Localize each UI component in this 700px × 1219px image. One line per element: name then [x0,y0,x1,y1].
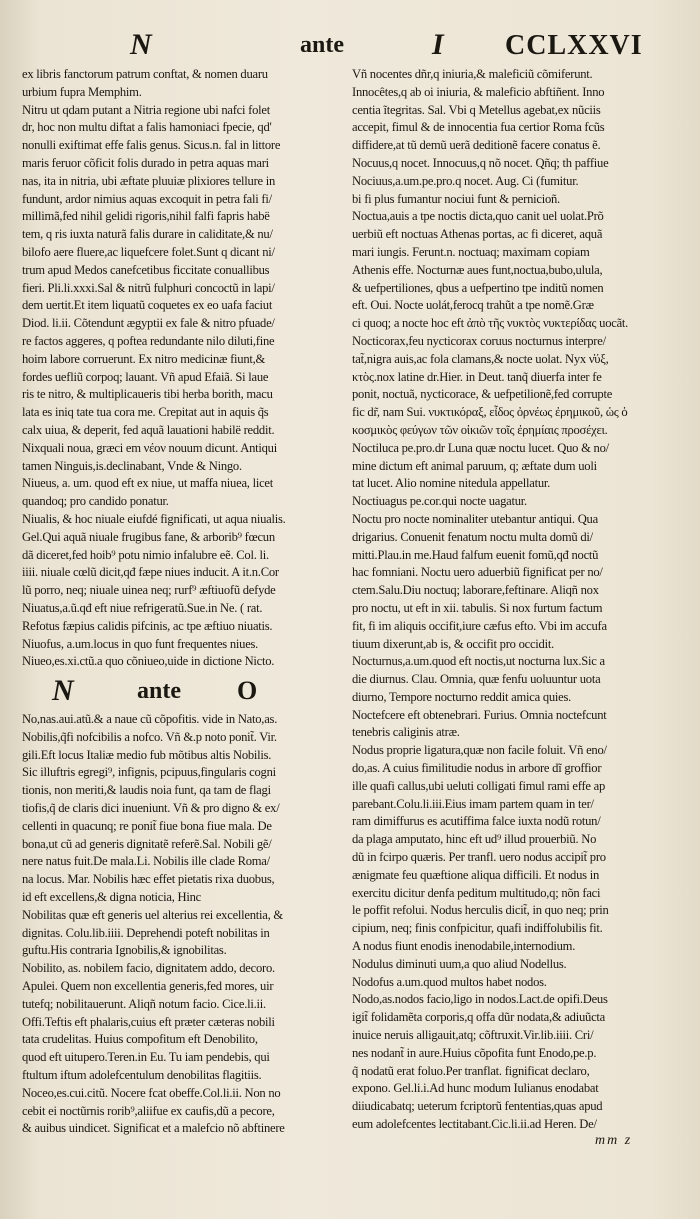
section-heading-left-letter: N [52,674,74,708]
text-line: nes nodant̃ in aure.Huius cõpofita funt Enodo,pe.p. [352,1045,597,1060]
text-line: quandoq; pro candido ponatur. [22,494,169,509]
running-head-left-letter: N [130,28,152,61]
text-line: cellenti in quacunq; re ponit̃ fiue bona fiue mala. De [22,818,272,833]
text-line: q̃ nodatũ erat foluo.Per tranflat. fignificat declaro, [352,1063,590,1078]
text-line: tutefq; nobilitauerunt. Aliqñ notum facio. Cice.li.ii. [22,996,266,1011]
section-heading [22,671,347,711]
text-line: tenebris caliginis atræ. [352,725,460,740]
text-line: tionis, non meriti,& laudis noia funt, qa tam de flagi [22,783,271,798]
text-line: dũ in fcirpo quæris. Per tranfl. uero nodus accipit̃ pro [352,850,606,865]
text-line: le poffit refolui. Nodus herculis dicit̃, in quo neq; prin [352,903,609,918]
signature-mark: mm z [595,1133,633,1148]
text-line: ctem.Salu.Diu noctuq; laborare,feftinare. Aliqñ nox [352,583,599,598]
text-line: guftu.His contraria Ignobilis,& ignobilitas. [22,943,227,958]
text-line: Nobilitas quæ eft generis uel alterius rei excellentia, & [22,907,283,922]
running-head [0,28,700,68]
text-line: igit̃ folidamẽta corporis,q offa dũr nodata,& adiuũcta [352,1010,606,1025]
text-line: ci quoq; a nocte hoc eft ἀπὸ τῆς νυκτὸς νυκτερίδας uocãt. [352,316,629,331]
text-line: fundunt, ardor nimius aquas excoquit in petra fali fi/ [22,191,272,206]
text-line: tem, q ris iuxta naturã falis durare in caliditate,& nu/ [22,227,273,242]
text-line: fieri. Pli.li.xxxi.Sal & nitrũ fulphuri concoctũ in lapi/ [22,280,275,295]
text-line: bona,ut cũ ad generis dignitatẽ referẽ.Sal. Nobili gẽ/ [22,836,272,851]
text-line: gili.Eft locus Italiæ medio fub mõtibus altis Nobilis. [22,747,272,762]
text-line: do,as. A cuius fimilitudie nodus in arbore dĩ groffior [352,761,602,776]
text-line: tamen Ninguis,is.declinabant, Vnde & Ningo. [22,458,242,473]
text-line: ftultum iftum adolefcentulum denobilitas flagitiis. [22,1068,262,1083]
text-line: Noceo,es.cui.citũ. Nocere fcat obeffe.Col.li.ii. Non no [22,1085,281,1100]
running-head-word: ante [300,32,344,58]
text-line: Offi.Teftis eft phalaris,cuius eft præter cæteras nobili [22,1014,275,1029]
section-heading-right-letter: O [237,676,258,706]
text-line: Nixquali noua, græci em νέον nouum dicunt. Antiqui [22,440,277,455]
text-line: Refotus fæpius calidis pifcinis, ac tpe æftiuo niuatis. [22,618,273,633]
text-line: trum apud Medos canefcetibus ficcitate conuallibus [22,262,270,277]
text-line: bilofo aere fluere,ac liquefcere folet.Sunt q dicant ni/ [22,244,275,259]
text-line: Vñ nocentes dñr,q iniuria,& maleficiũ cõmiferunt. [352,67,593,81]
text-line: Noctiuagus pe.cor.qui nocte uagatur. [352,494,527,509]
text-line: Niuatus,a.ũ.qđ eft niue refrigeratũ.Sue.in Ne. ( rat. [22,600,263,615]
text-line: Nociuus,a.um.pe.pro.q nocet. Aug. Ci (fumitur. [352,173,579,188]
text-line: dr, hoc non multu diftat a falis hamoniaci fpecie, qd' [22,120,272,135]
running-head-right-letter: I [432,28,444,61]
text-line: dã diceret,fed hoib⁹ potu nimio infalubre eẽ. Col. li. [22,547,269,562]
text-line: exercitu dicitur denfa peditum multitudo,q; nõn faci [352,885,601,900]
text-line: diffidere,at tũ demũ uerã deditionẽ facere conatus ẽ. [352,138,601,153]
text-line: tiofis,q̃ de claris dici inueniunt. Vñ & pro digno & ex/ [22,801,280,816]
text-line: Noctu pro nocte nominaliter utebantur antiqui. Qua [352,511,598,526]
text-line: ænigmate feu quæftione aliqua difficili. Et nodus in [352,867,599,882]
text-line: ris te nitro, & multiplicaueris tibi herba borith, macu [22,387,273,402]
text-line: tiuum dixerunt,ab is, & occifit pro occidit. [352,636,554,651]
text-line: calx uiua, & deperit, fed aquã lauationi habilë reddit. [22,422,275,437]
text-line: Niualis, & hoc niuale eiufdé fignificati, ut aqua niualis. [22,511,286,526]
text-line: maris feruor cõficit folis durado in petra aquas mari [22,155,269,170]
text-line: pro noctu, ut eft in xii. tabulis. Si nox furtum factum [352,600,603,615]
text-line: tat̃,nigra auis,ac fola clamans,& nocte uolat. Nyx ν̓ύξ, [352,351,609,366]
left-column [22,66,347,1138]
text-line: cebit ei noctũrnis rorib⁹,aliifue ex caufis,dũ a pecore, [22,1103,275,1118]
text-line: Nodofus a.um.quod multos habet nodos. [352,974,547,989]
text-line: eum adolefcentes lectitabant.Cic.li.ii.ad Heren. De/ [352,1117,597,1132]
left-column-entries-top [22,66,347,671]
text-line: hac fomniani. Noctu uero aduerbiũ fignificat per no/ [352,565,603,580]
text-line: eft. Oui. Nocte uolát,ferocq trahũt a tpe nomẽ.Græ [352,298,594,313]
text-line: Apulei. Quem non excellentia generis,fed mores, uir [22,979,274,994]
text-line: da plaga amputato, hinc eft ud⁹ illud prouerbiũ. No [352,832,597,847]
text-line: fit, fi im aliquis occifit,iure cæfus efto. Vbi im accufa [352,618,607,633]
text-line: κοσμικὸς φεύγων τῶν οἰκιῶν τοῖς ἐρημίαις προσέχει. [352,422,608,437]
text-line: tat lucet. Alio nomine nitedula appellatur. [352,476,551,491]
text-line: ille quafi callus,ubi ueluti colligati fimul rami effe ap [352,778,606,793]
text-line: dignitas. Colu.lib.iiii. Deprehendi poteft nobilitas in [22,925,270,940]
text-line: Noctua,auis a tpe noctis dicta,quo canit uel uolat.Prõ [352,209,604,224]
text-line: Nodo,as.nodos facio,ligo in nodos.Lact.de opifi.Deus [352,992,608,1007]
text-line: Nocuus,q nocet. Innocuus,q nõ nocet. Qñq; th paffiue [352,155,609,170]
text-line: mari iungis. Ferunt.n. noctuaq; maximam copiam [352,244,590,259]
text-line: die diurnus. Clau. Omnia, quæ fenfu uoluuntur uota [352,672,601,687]
folio-number: CCLXXVI [505,30,643,61]
text-line: κτὸς.nox latine dr.Hier. in Deut. tanq̃ diuerfa inter fe [352,369,602,384]
text-line: diurno, Tempore nocturno reddit amica quies. [352,689,572,704]
left-column-entries-bottom [22,711,347,1138]
text-line: uerbiũ eft noctuas Athenas portas, ac fi diceret, aquã [352,227,603,242]
text-line: hoim labore corruerunt. Ex nitro medicinæ fiunt,& [22,351,266,366]
right-column [352,66,677,1134]
text-line: tata crudelitas. Huius compofitum eft Denobilito, [22,1032,258,1047]
text-line: mitti.Plau.in me.Haud falfum euenit fomũ,qđ noctũ [352,547,599,562]
text-line: accepit, fimul & de innocentia fua certior Roma fcũs [352,120,605,135]
text-line: nere natus fuit.De mala.Li. Nobilis ille clade Roma/ [22,854,270,869]
text-line: Nitru ut qdam putant a Nitria regione ubi nafci folet [22,102,270,117]
text-line: No,nas.aui.atũ.& a naue cũ cõpofitis. vide in Nato,as. [22,712,278,727]
text-line: Niueus, a. um. quod eft ex niue, ut maffa niuea, licet [22,476,274,491]
text-line: inuice neruis alligauit,atq; cõftruxit.Vir.lib.iiii. Cri/ [352,1028,594,1043]
text-line: iiii. niuale cœlũ dicit,qđ fæpe niues inducit. A it.n.Cor [22,565,279,580]
text-line: lata es iniq tate tua cora me. Crepitat aut in aquis q̃s [22,405,269,420]
text-line: re factos aggeres, q poftea redundante nilo diluti,fine [22,333,275,348]
text-line: id eft excellens,& digna noticia, Hinc [22,890,201,905]
text-line: drigarius. Conuenit fenatum noctu multa domũ di/ [352,529,593,544]
text-line: Nodulus diminuti uum,a quo aliud Nodellus. [352,956,567,971]
text-line: Innocêtes,q ab oi iniuria, & maleficio abftiñent. Inno [352,84,605,99]
text-line: Athenis effe. Nocturnæ aues funt,noctua,bubo,ulula, [352,262,603,277]
text-line: urbium fupra Memphim. [22,84,142,99]
text-line: lũ porro, neq; niuale uinea neq; rurf⁹ æftiuofũ defyde [22,583,276,598]
text-line: centia ĩtegritas. Sal. Vbi q Metellus agebat,ex nũciis [352,102,601,117]
section-heading-word: ante [137,678,181,705]
text-line: na locus. Mar. Nobilis hæc effet pietatis rixa duobus, [22,872,275,887]
text-line: parebant.Colu.li.iii.Eius imam partem quam in ter/ [352,796,594,811]
text-line: expono. Gel.li.i.Ad hunc modum Iulianus enodabat [352,1081,599,1096]
text-line: mine dictum eft animal paruum, q; æftate dum uoli [352,458,597,473]
text-line: bi fi plus fumantur nociui funt & pernicioñ. [352,191,560,206]
text-line: quod eft uitupero.Teren.in Eu. Tu iam pendebis, qui [22,1050,270,1065]
text-line: Nobilis,q̃fi nofcibilis a nofco. Vñ &.p noto ponit̃. Vir. [22,729,277,744]
text-line: Gel.Qui aquã niuale frugibus fane, & arborib⁹ fœcun [22,529,275,544]
text-line: & auibus uindicet. Significat et a malefcio nõ abftinere [22,1121,285,1136]
text-line: & uefpertiliones, qbus a uefpertino tpe inditũ nomen [352,280,604,295]
text-line: ex libris fanctorum patrum conftat, & nomen duaru [22,67,268,81]
text-line: nas, ita in nitria, ubi æftate pluuiæ plixiores tellure in [22,173,276,188]
text-line: cipium, neq; finis confpicitur, quafi indiffolubilis fit. [352,921,603,936]
text-line: Nobilito, as. nobilem facio, dignitatem addo, decoro. [22,961,275,976]
text-line: Noctefcere eft obtenebrari. Furius. Omnia noctefcunt [352,707,607,722]
text-line: Diod. li.ii. Cõtendunt ægyptii ex fale & nitro pfuade/ [22,316,275,331]
text-line: dem uertit.Et item liquatũ coquetes ex eo uafa faciut [22,298,273,313]
text-line: Noctiluca pe.pro.dr Luna quæ noctu lucet. Quo & no/ [352,440,609,455]
text-line: nonulli exiftimat effe falis genus. Sicus.n. fal in littore [22,138,281,153]
text-line: millimã,fed nihil gelidi rigoris,nihil falfi fapris habë [22,209,270,224]
text-line: Niuofus, a.um.locus in quo funt frequentes niues. [22,636,259,651]
text-line: Nodus proprie ligatura,quæ non facile foluit. Vñ eno/ [352,743,607,758]
text-line: ponit, noctuã, nycticorace, & uefpetilionẽ,fed corrupte [352,387,613,402]
text-line: Nocturnus,a.um.quod eft noctis,ut nocturna lux.Sic a [352,654,605,669]
text-line: ram dimiffurus es acutiffima falce iuxta nodũ rotun/ [352,814,601,829]
text-line: A nodus fiunt enodis inenodabile,internodium. [352,939,576,954]
text-line: fic dr̃, nam Sui. νυκτικόραξ, εἶδος ὀρνέως ἐρημικοῦ, ὡς ὁ [352,405,628,420]
text-line: Nocticorax,feu nycticorax coruus nocturnus interpre/ [352,333,606,348]
text-line: diiudicabatq; ueterum fcriptorũ fententias,quas apud [352,1099,603,1114]
text-line: Sic illuftris egregi⁹, infignis, pcipuus,fingularis cogni [22,765,276,780]
text-line: fordes uefliũ corpoq; lauant. Vñ apud Efaiã. Si laue [22,369,269,384]
text-line: Niueo,es.xi.ctũ.a quo cõniueo,uide in dictione Nicto. [22,654,275,669]
